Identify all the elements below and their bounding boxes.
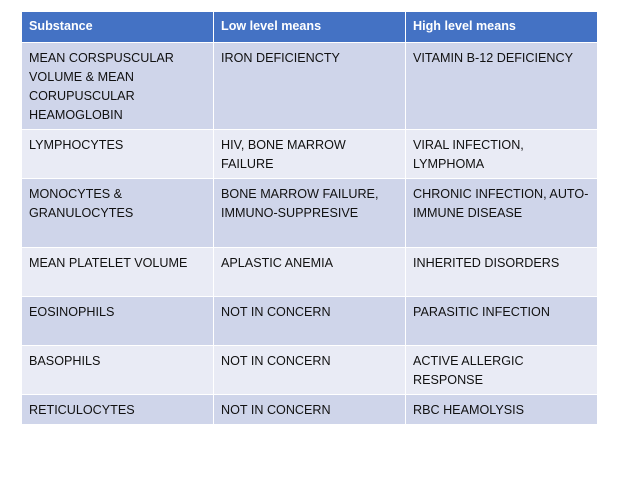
table-row [22,346,598,395]
column-header-substance: Substance [22,12,214,43]
low-level-cell: BONE MARROW FAILURE, IMMUNO-SUPPRESIVE [214,179,406,248]
high-level-cell: CHRONIC INFECTION, AUTO-IMMUNE DISEASE [406,179,598,248]
substance-cell: EOSINOPHILS [22,297,214,346]
high-level-cell: PARASITIC INFECTION [406,297,598,346]
substance-cell: MEAN PLATELET VOLUME [22,248,214,297]
column-header-low-level: Low level means [214,12,406,43]
low-level-cell: APLASTIC ANEMIA [214,248,406,297]
table-row [22,179,598,248]
high-level-cell: RBC HEAMOLYSIS [406,395,598,425]
blood-test-table [21,11,598,425]
low-level-cell: NOT IN CONCERN [214,297,406,346]
table-row [22,297,598,346]
low-level-cell: HIV, BONE MARROW FAILURE [214,130,406,179]
substance-cell: MONOCYTES & GRANULOCYTES [22,179,214,248]
blood-test-table-container [21,11,597,425]
table-row [22,395,598,425]
column-header-high-level: High level means [406,12,598,43]
high-level-cell: VIRAL INFECTION, LYMPHOMA [406,130,598,179]
low-level-cell: IRON DEFICIENCTY [214,43,406,130]
high-level-cell: VITAMIN B-12 DEFICIENCY [406,43,598,130]
substance-cell: MEAN CORSPUSCULAR VOLUME & MEAN CORUPUSCULAR HEAMOGLOBIN [22,43,214,130]
table-row [22,248,598,297]
high-level-cell: INHERITED DISORDERS [406,248,598,297]
substance-cell: LYMPHOCYTES [22,130,214,179]
low-level-cell: NOT IN CONCERN [214,395,406,425]
high-level-cell: ACTIVE ALLERGIC RESPONSE [406,346,598,395]
table-row [22,43,598,130]
low-level-cell: NOT IN CONCERN [214,346,406,395]
table-header-row [22,12,598,43]
substance-cell: BASOPHILS [22,346,214,395]
substance-cell: RETICULOCYTES [22,395,214,425]
table-row [22,130,598,179]
